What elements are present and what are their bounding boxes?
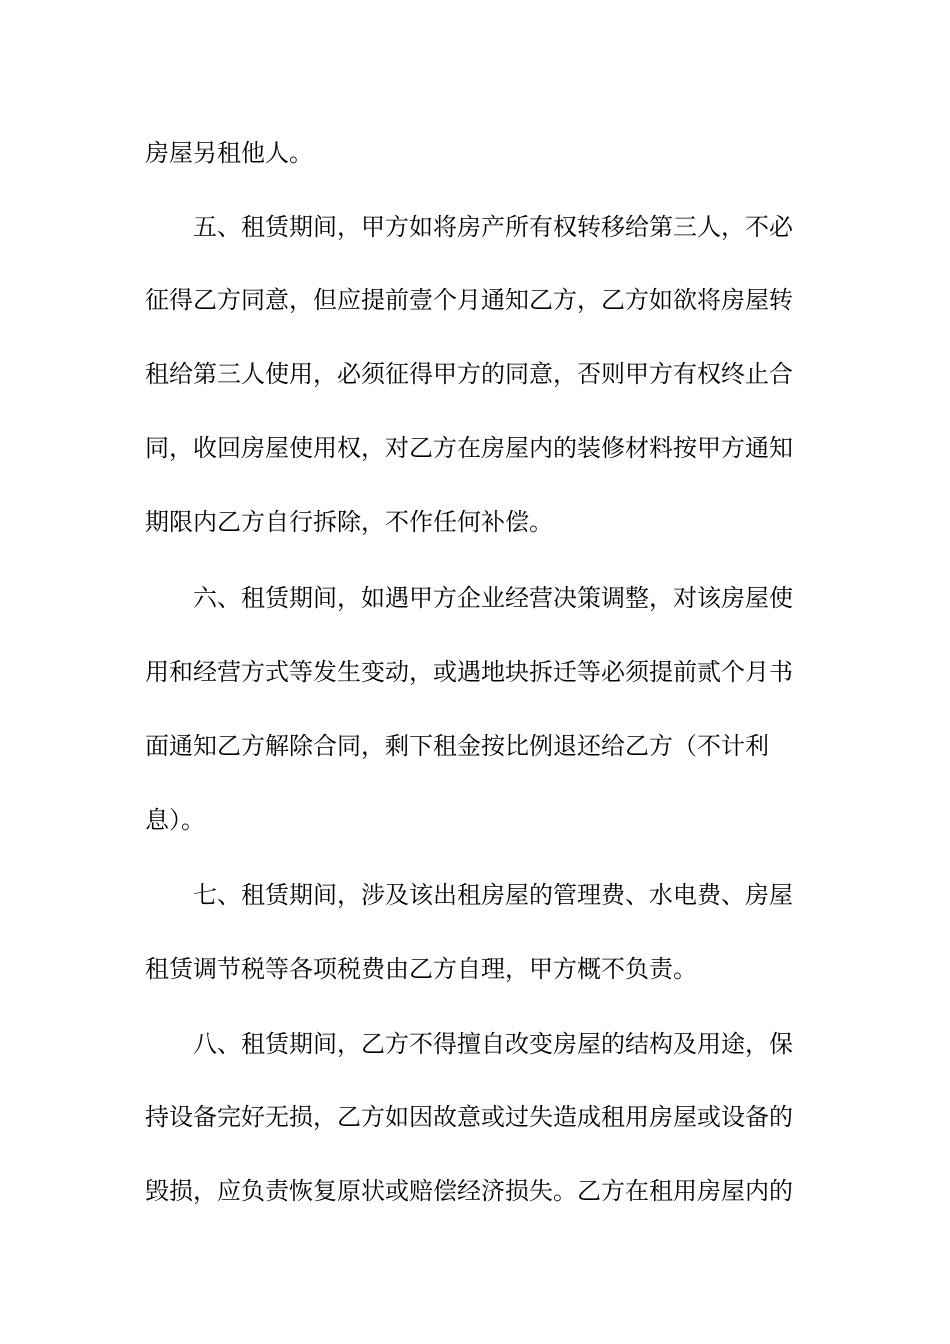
text-line: 用和经营方式等发生变动，或遇地块拆迁等必须提前贰个月书 [145,658,793,686]
text-line: 期限内乙方自行拆除，不作任何补偿。 [145,508,553,536]
text-line: 持设备完好无损，乙方如因故意或过失造成租用房屋或设备的 [145,1103,793,1131]
text-line: 同，收回房屋使用权，对乙方在房屋内的装修材料按甲方通知 [145,434,793,462]
text-line: 毁损，应负责恢复原状或赔偿经济损失。乙方在租用房屋内的 [145,1177,793,1205]
text-line: 六、租赁期间，如遇甲方企业经营决策调整，对该房屋使 [193,584,793,612]
text-line: 租赁调节税等各项税费由乙方自理，甲方概不负责。 [145,955,697,983]
text-line: 息）。 [145,806,205,834]
text-line: 七、租赁期间，涉及该出租房屋的管理费、水电费、房屋 [193,881,793,909]
text-line: 征得乙方同意，但应提前壹个月通知乙方，乙方如欲将房屋转 [145,286,793,314]
text-line: 八、租赁期间，乙方不得擅自改变房屋的结构及用途，保 [193,1030,793,1058]
text-line: 五、租赁期间，甲方如将房产所有权转移给第三人，不必 [193,213,793,241]
text-line: 面通知乙方解除合同，剩下租金按比例退还给乙方（不计利 [145,732,769,760]
text-line: 租给第三人使用，必须征得甲方的同意，否则甲方有权终止合 [145,360,793,388]
text-line: 房屋另租他人。 [145,139,313,167]
